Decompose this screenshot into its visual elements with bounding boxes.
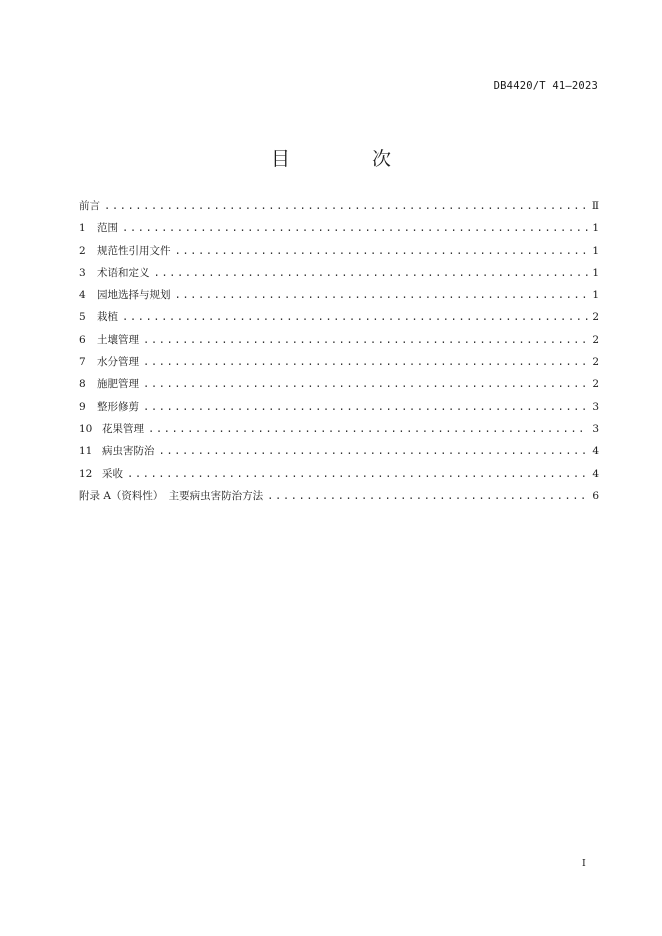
- toc-entry-label: 病虫害防治: [102, 445, 155, 458]
- toc-entry-page: 1: [592, 289, 599, 302]
- toc-entry-page: 4: [592, 445, 599, 458]
- toc-entry-number: 12: [79, 467, 93, 480]
- toc-entry-page: 6: [592, 489, 599, 502]
- toc-leader-dots: [122, 311, 588, 323]
- toc-leader-dots: [143, 378, 588, 390]
- toc-entry-number: 3: [79, 266, 86, 279]
- toc-entry-number: 5: [79, 311, 86, 324]
- toc-leader-dots: [159, 445, 589, 457]
- toc-entry-label: 附录 A（资料性） 主要病虫害防治方法: [79, 489, 264, 502]
- toc-entry-6[interactable]: [79, 332, 599, 354]
- toc-entry-page: 3: [592, 400, 599, 413]
- toc-leader-dots: [122, 222, 588, 234]
- toc-entry-label: 园地选择与规划: [97, 289, 171, 302]
- toc-entry-label: 术语和定义: [97, 266, 150, 279]
- toc-entry-5[interactable]: [79, 309, 599, 331]
- toc-entry-label: 施肥管理: [97, 378, 139, 391]
- toc-entry-number: 4: [79, 289, 86, 302]
- toc-entry-page: Ⅱ: [591, 200, 599, 212]
- toc-leader-dots: [143, 401, 588, 413]
- toc-leader-dots: [143, 356, 588, 368]
- toc-entry-7[interactable]: [79, 354, 599, 376]
- toc-entry-1[interactable]: [79, 220, 599, 242]
- toc-entry-11[interactable]: [79, 443, 599, 465]
- toc-entry-number: 2: [79, 244, 86, 257]
- toc-entry-label: 前言: [79, 200, 100, 212]
- toc-entry-label: 水分管理: [97, 356, 139, 369]
- toc-entry-label: 范围: [97, 222, 118, 235]
- toc-entry-8[interactable]: [79, 376, 599, 398]
- toc-entry-number: 1: [79, 222, 86, 235]
- toc-entry-label: 整形修剪: [97, 400, 139, 413]
- toc-leader-dots: [175, 289, 589, 301]
- toc-leader-dots: [104, 200, 588, 212]
- toc-entry-9[interactable]: [79, 399, 599, 421]
- document-code: DB4420/T 41—2023: [493, 80, 598, 92]
- toc-entry-label: 栽植: [97, 311, 118, 324]
- toc-title: 目 次: [270, 148, 430, 170]
- toc-leader-dots: [175, 245, 589, 257]
- toc-leader-dots: [143, 334, 588, 346]
- toc-entry-2[interactable]: [79, 243, 599, 265]
- toc-entry-page: 2: [592, 311, 599, 324]
- toc-entry-appendix-a[interactable]: [79, 488, 599, 510]
- toc-leader-dots: [148, 423, 588, 435]
- toc-entry-number: 9: [79, 400, 86, 413]
- page-number: I: [582, 858, 586, 869]
- toc-entry-page: 1: [592, 266, 599, 279]
- toc-entry-foreword[interactable]: [79, 198, 599, 220]
- toc-entry-page: 1: [592, 244, 599, 257]
- toc-entry-12[interactable]: [79, 466, 599, 488]
- toc-entry-4[interactable]: [79, 287, 599, 309]
- toc-leader-dots: [127, 468, 588, 480]
- toc-entry-number: 8: [79, 378, 86, 391]
- toc-entry-number: 6: [79, 333, 86, 346]
- toc-entry-label: 规范性引用文件: [97, 244, 171, 257]
- toc-entry-number: 11: [79, 445, 93, 458]
- toc-entry-label: 采收: [102, 467, 123, 480]
- toc-entry-number: 10: [79, 422, 93, 435]
- toc-entry-page: 4: [592, 467, 599, 480]
- toc-entry-10[interactable]: [79, 421, 599, 443]
- toc-entry-number: 7: [79, 356, 86, 369]
- table-of-contents: [79, 198, 599, 510]
- toc-entry-page: 1: [592, 222, 599, 235]
- toc-entry-label: 土壤管理: [97, 333, 139, 346]
- toc-entry-page: 2: [592, 356, 599, 369]
- toc-entry-page: 2: [592, 378, 599, 391]
- toc-leader-dots: [154, 267, 589, 279]
- toc-entry-label: 花果管理: [102, 422, 144, 435]
- toc-leader-dots: [267, 490, 588, 502]
- toc-entry-page: 2: [592, 333, 599, 346]
- toc-entry-3[interactable]: [79, 265, 599, 287]
- toc-entry-page: 3: [592, 422, 599, 435]
